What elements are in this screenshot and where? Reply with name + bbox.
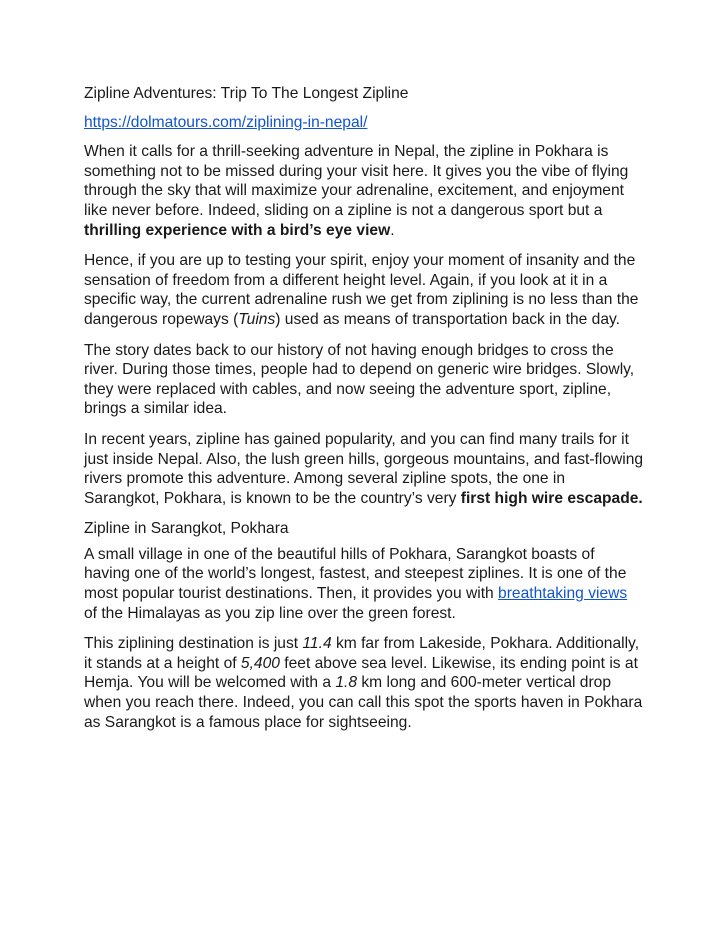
paragraph-destination-part-c: feet above sea level. Likewise, its ending point is at Hemja. You will be welcomed with a bbox=[84, 654, 638, 692]
length-value: 1.8 bbox=[335, 674, 358, 692]
paragraph-history: The story dates back to our history of not having enough bridges to cross the river. During those times, people had to depend on generic wire bridges. Slowly, they were replaced with cables, and now seeing the adventure sport, zipline, brings a similar idea. bbox=[84, 341, 635, 418]
paragraph-destination-part-d: km long and 600-meter vertical drop when you reach there. Indeed, you can call this spot the sports haven in Pokhara as Sarangkot is a famous place for sightseeing. bbox=[84, 674, 643, 731]
paragraph-intro bbox=[84, 142, 644, 240]
paragraph-popularity-text: In recent years, zipline has gained popularity, and you can find many trails for it just inside Nepal. Also, the lush green hills, gorgeous mountains, and fast-flowing rivers promote this adventure. Among several zipline spots, the one in Sarangkot, Pokhara, is known to be the country’s very bbox=[84, 430, 644, 507]
breathtaking-views-link[interactable]: breathtaking views bbox=[498, 585, 628, 603]
paragraph-intro-end: . bbox=[390, 221, 395, 239]
distance-value: 11.4 bbox=[302, 635, 332, 653]
height-value: 5,400 bbox=[240, 654, 280, 672]
paragraph-sarangkot-end: of the Himalayas as you zip line over the green forest. bbox=[84, 604, 456, 622]
paragraph-destination-part-b: km far from Lakeside, Pokhara. Additionally, it stands at a height of bbox=[84, 635, 640, 672]
paragraph-popularity bbox=[84, 430, 644, 508]
document-page bbox=[84, 84, 644, 743]
source-url-link[interactable]: https://dolmatours.com/ziplining-in-nepal/ bbox=[84, 113, 368, 131]
paragraph-sarangkot-text: A small village in one of the beautiful hills of Pokhara, Sarangkot boasts of having one of the world’s longest, fastest, and steepest ziplines. It is one of the most popular tourist destinations. Then, it provides you with bbox=[84, 545, 627, 603]
paragraph-spirit-text: Hence, if you are up to testing your spirit, enjoy your moment of insanity and the sensation of freedom from a different height level. Again, if you look at it in a specific way, the current adrenaline rush we get from ziplining is no less than the dangerous ropeways ( bbox=[84, 252, 639, 328]
paragraph-spirit-italic: Tuins bbox=[238, 310, 276, 328]
source-url-line bbox=[84, 113, 644, 133]
paragraph-intro-bold: thrilling experience with a bird’s eye view bbox=[84, 221, 391, 239]
paragraph-spirit-end: ) used as means of transportation back in the day. bbox=[275, 310, 620, 328]
paragraph-spirit bbox=[84, 251, 644, 329]
paragraph-popularity-bold: first high wire escapade. bbox=[460, 489, 643, 507]
section-subheading: Zipline in Sarangkot, Pokhara bbox=[84, 520, 289, 538]
paragraph-intro-text: When it calls for a thrill-seeking adventure in Nepal, the zipline in Pokhara is something not to be missed during your visit here. It gives you the vibe of flying through the sky that will maximize your adrenaline, excitement, and enjoyment like never before. Indeed, sliding on a zipline is not a dangerous sport but a bbox=[84, 143, 629, 219]
paragraph-destination bbox=[84, 634, 644, 732]
paragraph-sarangkot bbox=[84, 545, 644, 623]
document-title: Zipline Adventures: Trip To The Longest Zipline bbox=[84, 85, 409, 102]
paragraph-destination-part-a: This ziplining destination is just bbox=[84, 635, 303, 653]
